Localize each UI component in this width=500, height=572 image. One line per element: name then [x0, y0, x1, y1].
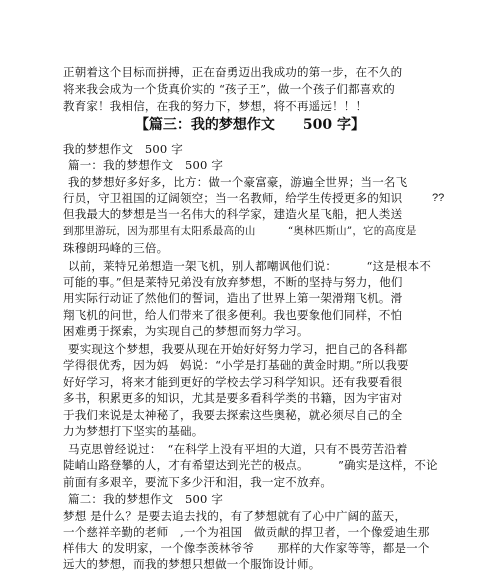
paragraph-line: 一个慈祥辛勤的老师 ,一个为祖国 做贡献的捍卫者，一个像爱迪生那 [63, 525, 430, 539]
paragraph-line: 以前，莱特兄弟想造一架飞机，别人都嘲讽他们说： “这是根本不 [68, 259, 432, 273]
paragraph-line: 要实现这个梦想，我要从现在开始好好努力学习，把自己的各科都 [68, 342, 408, 356]
question-marks: ?? [432, 192, 445, 204]
paragraph-line: 梦想 是什么？是要去追去找的，有了梦想就有了心中广阔的蓝天， [63, 509, 407, 523]
paragraph-line: 力为梦想打下坚实的基础。 [63, 424, 204, 438]
section-heading: 【篇三：我的梦想作文 500 字】 [134, 117, 366, 133]
intro-line-2: 将来我会成为一个货真价实的 “孩子王”，做一个孩子们都喜欢的 [63, 82, 395, 96]
paragraph-line: 用实际行动证了然他们的誓词，造出了世界上第一架滑翔飞机。滑 [63, 291, 403, 305]
paragraph-line: 我的梦想好多好多，比方：做一个豪富豪，游遍全世界；当一名飞 [68, 175, 408, 189]
paragraph-line: 学得很优秀，因为妈 妈说：“小学是打基础的黄金时期。”所以我要 [63, 358, 409, 372]
part2-title: 篇二：我的梦想作文 500 字 [68, 492, 224, 506]
intro-line-3: 教育家！我相信，在我的努力下，梦想，将不再遥远！！！ [63, 99, 368, 113]
paragraph-line: 远大的梦想，而我的梦想只想做一个服饰设计师。 [63, 557, 321, 571]
paragraph-line: 马克思曾经说过： “在科学上没有平坦的大道，只有不畏劳苦沿着 [68, 442, 408, 456]
part1-title: 篇一：我的梦想作文 500 字 [68, 158, 224, 172]
paragraph-line: 好好学习，将来才能到更好的学校去学习科学知识。还有我要看很 [63, 375, 403, 389]
paragraph-line: 困难勇于探索，为实现自己的梦想而努力学习。 [63, 324, 309, 338]
paragraph-line: 陡峭山路登攀的人，才有希望达到光芒的极点。 ”确实是这样，不论 [63, 458, 438, 472]
essay-title: 我的梦想作文 500 字 [63, 142, 184, 156]
paragraph-line: 于我们来说是太神秘了，我要去探索这些奥秘，就必须尽自己的全 [63, 408, 403, 422]
paragraph-line: 珠穆朗玛峰的三倍。 [63, 241, 169, 255]
paragraph-line: 到那里游玩，因为那里有太阳系最高的山 “奥林匹斯山”，它的高度是 [63, 225, 417, 237]
paragraph-line: 样伟大 的发明家，一个像李羡林爷爷 那样的大作家等等，都是一个 [63, 541, 430, 555]
paragraph-line: 但我最大的梦想是当一名伟大的科学家，建造火星飞船，把人类送 [63, 207, 403, 221]
paragraph-line: 翔飞机的问世，给人们带来了很多便利。我也要象他们同样，不怕 [63, 308, 403, 322]
paragraph-line: 行员，守卫祖国的辽阔领空；当一名教师，给学生传授更多的知识 [63, 191, 403, 205]
paragraph-line: 多书，积累更多的知识，尤其是要多看科学类的书籍，因为宇宙对 [63, 391, 403, 405]
paragraph-line: 前面有多艰辛，要流下多少汗和泪，我一定不放弃。 [63, 475, 333, 489]
intro-line-1: 正朝着这个目标而拼搏，正在奋勇迈出我成功的第一步，在不久的 [63, 65, 403, 79]
paragraph-line: 可能的事。”但是莱特兄弟没有放弃梦想，不断的坚持与努力，他们 [63, 275, 403, 289]
